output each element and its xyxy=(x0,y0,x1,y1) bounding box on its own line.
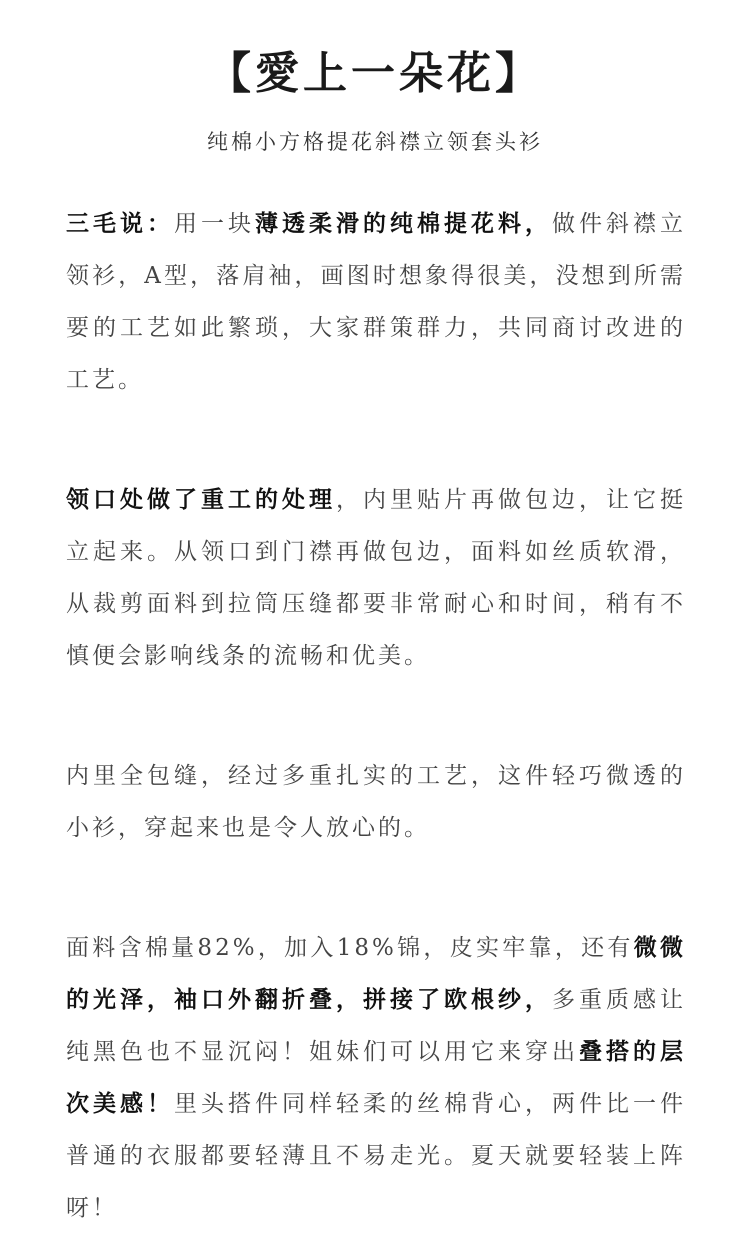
paragraph-collar xyxy=(66,474,686,682)
text-normal: 用一块 xyxy=(174,211,255,237)
text-normal: 多重质感让纯黑色也不显沉闷！姐妹们可以用它来穿出 xyxy=(66,987,686,1065)
page-title: 【愛上一朵花】 xyxy=(207,48,543,99)
text-normal: 做件斜襟立领衫，A型，落肩袖，画图时想象得很美，没想到所需要的工艺如此繁琐，大家群策群力，共同商讨改进的工艺。 xyxy=(66,211,686,393)
text-bold: 三毛说： xyxy=(66,210,174,237)
paragraph-intro xyxy=(66,198,686,406)
page-subtitle: 纯棉小方格提花斜襟立领套头衫 xyxy=(207,130,543,154)
paragraph-fabric xyxy=(66,922,686,1234)
text-normal: 内里全包缝，经过多重扎实的工艺，这件轻巧微透的小衫，穿起来也是令人放心的。 xyxy=(66,763,686,841)
text-normal: ，内里贴片再做包边，让它挺立起来。从领口到门襟再做包边，面料如丝质软滑，从裁剪面料到拉筒压缝都要非常耐心和时间，稍有不慎便会影响线条的流畅和优美。 xyxy=(66,487,686,669)
text-normal: 面料含棉量82%，加入18%锦，皮实牢靠，还有 xyxy=(66,935,634,961)
text-bold: 薄透柔滑的纯棉提花料， xyxy=(255,210,552,237)
text-bold: 微微的光泽，袖口外翻折叠，拼接了欧根纱， xyxy=(66,934,687,1013)
text-bold: 领口处做了重工的处理 xyxy=(66,486,336,513)
text-bold: 叠搭的层次美感！ xyxy=(66,1038,686,1117)
text-normal: 里头搭件同样轻柔的丝棉背心，两件比一件普通的衣服都要轻薄且不易走光。夏天就要轻装上阵呀！ xyxy=(66,1091,686,1221)
paragraph-lining xyxy=(66,750,686,854)
description-body xyxy=(66,198,686,1234)
